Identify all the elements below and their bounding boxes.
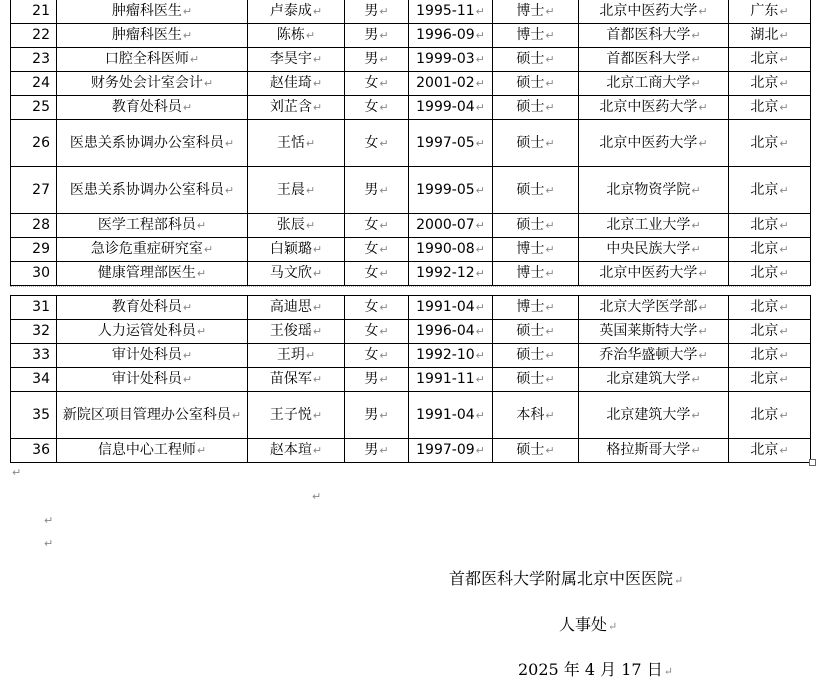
cell-position[interactable]: 新院区项目管理办公室科员↵	[57, 392, 248, 439]
table-row	[11, 214, 811, 238]
cell-school[interactable]: 北京物资学院↵	[579, 167, 729, 214]
cell-position[interactable]: 医患关系协调办公室科员↵	[57, 167, 248, 214]
cell-origin[interactable]: 北京↵	[729, 392, 811, 439]
cell-school[interactable]: 英国莱斯特大学↵	[579, 320, 729, 344]
cell-gender[interactable]: 男↵	[345, 439, 409, 463]
cell-name[interactable]: 张辰↵	[248, 214, 345, 238]
cell-origin[interactable]: 北京↵	[729, 296, 811, 320]
cell-degree[interactable]: 硕士↵	[493, 167, 579, 214]
paragraph-mark: ↵	[44, 537, 54, 550]
cell-degree[interactable]: 硕士↵	[493, 120, 579, 167]
cell-no[interactable]: 31	[11, 296, 57, 320]
cell-origin[interactable]: 广东↵	[729, 0, 811, 24]
cell-birth[interactable]: 2000-07↵	[409, 214, 493, 238]
cell-name[interactable]: 王子悦↵	[248, 392, 345, 439]
cell-degree[interactable]: 博士↵	[493, 296, 579, 320]
cell-name[interactable]: 赵本瑄↵	[248, 439, 345, 463]
cell-name[interactable]: 高迪思↵	[248, 296, 345, 320]
cell-position[interactable]: 审计处科员↵	[57, 368, 248, 392]
cell-position[interactable]: 教育处科员↵	[57, 96, 248, 120]
cell-no[interactable]: 33	[11, 344, 57, 368]
cell-degree[interactable]: 博士↵	[493, 238, 579, 262]
cell-birth[interactable]: 1991-04↵	[409, 296, 493, 320]
paragraph-mark: ↵	[12, 466, 22, 479]
cell-no[interactable]: 30	[11, 262, 57, 286]
cell-origin[interactable]: 北京↵	[729, 48, 811, 72]
cell-name[interactable]: 苗保军↵	[248, 368, 345, 392]
cell-origin[interactable]: 北京↵	[729, 167, 811, 214]
table-row	[11, 24, 811, 48]
cell-school[interactable]: 北京建筑大学↵	[579, 368, 729, 392]
cell-degree[interactable]: 硕士↵	[493, 439, 579, 463]
cell-degree[interactable]: 硕士↵	[493, 48, 579, 72]
cell-gender[interactable]: 男↵	[345, 24, 409, 48]
roster-table-top	[10, 0, 811, 286]
table-row	[11, 439, 811, 463]
cell-origin[interactable]: 北京↵	[729, 344, 811, 368]
cell-no[interactable]: 35	[11, 392, 57, 439]
cell-degree[interactable]: 硕士↵	[493, 368, 579, 392]
cell-school[interactable]: 北京大学医学部↵	[579, 296, 729, 320]
roster-body-top	[11, 0, 811, 286]
table-row	[11, 72, 811, 96]
cell-no[interactable]: 23	[11, 48, 57, 72]
cell-gender[interactable]: 男↵	[345, 48, 409, 72]
cell-school[interactable]: 北京建筑大学↵	[579, 392, 729, 439]
table-row	[11, 96, 811, 120]
cell-position[interactable]: 审计处科员↵	[57, 344, 248, 368]
cell-no[interactable]: 32	[11, 320, 57, 344]
cell-name[interactable]: 刘芷含↵	[248, 96, 345, 120]
table-row	[11, 344, 811, 368]
cell-birth[interactable]: 1992-10↵	[409, 344, 493, 368]
cell-name[interactable]: 王恬↵	[248, 120, 345, 167]
table-row	[11, 120, 811, 167]
cell-position[interactable]: 人力运管处科员↵	[57, 320, 248, 344]
cell-name[interactable]: 马文欣↵	[248, 262, 345, 286]
cell-name[interactable]: 赵佳琦↵	[248, 72, 345, 96]
cell-origin[interactable]: 北京↵	[729, 72, 811, 96]
cell-birth[interactable]: 1991-11↵	[409, 368, 493, 392]
signature-institution: 首都医科大学附属北京中医医院↵	[449, 569, 684, 588]
cell-name[interactable]: 卢泰成↵	[248, 0, 345, 24]
cell-gender[interactable]: 女↵	[345, 96, 409, 120]
cell-birth[interactable]: 1999-05↵	[409, 167, 493, 214]
cell-position[interactable]: 肿瘤科医生↵	[57, 24, 248, 48]
cell-degree[interactable]: 博士↵	[493, 24, 579, 48]
cell-school[interactable]: 北京工商大学↵	[579, 72, 729, 96]
cell-origin[interactable]: 北京↵	[729, 320, 811, 344]
cell-origin[interactable]: 北京↵	[729, 262, 811, 286]
signature-department: 人事处↵	[559, 615, 618, 634]
cell-birth[interactable]: 1997-05↵	[409, 120, 493, 167]
cell-gender[interactable]: 男↵	[345, 0, 409, 24]
page-break-line	[10, 286, 810, 287]
cell-school[interactable]: 北京中医药大学↵	[579, 0, 729, 24]
table-row	[11, 368, 811, 392]
cell-birth[interactable]: 1992-12↵	[409, 262, 493, 286]
cell-degree[interactable]: 硕士↵	[493, 344, 579, 368]
cell-origin[interactable]: 北京↵	[729, 214, 811, 238]
signature-date: 2025 年 4 月 17 日↵	[518, 660, 673, 679]
cell-no[interactable]: 27	[11, 167, 57, 214]
cell-position[interactable]: 医学工程部科员↵	[57, 214, 248, 238]
cell-gender[interactable]: 女↵	[345, 214, 409, 238]
table-resize-handle[interactable]	[809, 459, 816, 466]
cell-degree[interactable]: 硕士↵	[493, 214, 579, 238]
cell-birth[interactable]: 1997-09↵	[409, 439, 493, 463]
cell-no[interactable]: 26	[11, 120, 57, 167]
cell-origin[interactable]: 北京↵	[729, 96, 811, 120]
cell-birth[interactable]: 1995-11↵	[409, 0, 493, 24]
cell-position[interactable]: 急诊危重症研究室↵	[57, 238, 248, 262]
cell-position[interactable]: 健康管理部医生↵	[57, 262, 248, 286]
cell-degree[interactable]: 硕士↵	[493, 72, 579, 96]
cell-degree[interactable]: 博士↵	[493, 0, 579, 24]
cell-name[interactable]: 李昊宇↵	[248, 48, 345, 72]
cell-position[interactable]: 教育处科员↵	[57, 296, 248, 320]
cell-name[interactable]: 王晨↵	[248, 167, 345, 214]
cell-origin[interactable]: 北京↵	[729, 368, 811, 392]
cell-origin[interactable]: 北京↵	[729, 439, 811, 463]
cell-position[interactable]: 口腔全科医师↵	[57, 48, 248, 72]
table-row	[11, 296, 811, 320]
cell-birth[interactable]: 1996-04↵	[409, 320, 493, 344]
roster-body-bottom	[11, 296, 811, 463]
cell-no[interactable]: 34	[11, 368, 57, 392]
cell-gender[interactable]: 女↵	[345, 120, 409, 167]
table-row	[11, 392, 811, 439]
table-row	[11, 167, 811, 214]
cell-position[interactable]: 医患关系协调办公室科员↵	[57, 120, 248, 167]
cell-school[interactable]: 北京工业大学↵	[579, 214, 729, 238]
cell-school[interactable]: 乔治华盛顿大学↵	[579, 344, 729, 368]
cell-no[interactable]: 25	[11, 96, 57, 120]
cell-school[interactable]: 北京中医药大学↵	[579, 96, 729, 120]
table-row	[11, 0, 811, 24]
cell-gender[interactable]: 男↵	[345, 167, 409, 214]
cell-school[interactable]: 首都医科大学↵	[579, 24, 729, 48]
cell-no[interactable]: 28	[11, 214, 57, 238]
cell-degree[interactable]: 博士↵	[493, 262, 579, 286]
cell-birth[interactable]: 1999-04↵	[409, 96, 493, 120]
paragraph-mark: ↵	[312, 490, 322, 503]
table-row	[11, 262, 811, 286]
cell-position[interactable]: 肿瘤科医生↵	[57, 0, 248, 24]
cell-school[interactable]: 格拉斯哥大学↵	[579, 439, 729, 463]
cell-gender[interactable]: 女↵	[345, 262, 409, 286]
cell-birth[interactable]: 2001-02↵	[409, 72, 493, 96]
cell-school[interactable]: 首都医科大学↵	[579, 48, 729, 72]
cell-no[interactable]: 24	[11, 72, 57, 96]
cell-degree[interactable]: 本科↵	[493, 392, 579, 439]
cell-origin[interactable]: 北京↵	[729, 120, 811, 167]
cell-no[interactable]: 36	[11, 439, 57, 463]
cell-degree[interactable]: 硕士↵	[493, 96, 579, 120]
cell-no[interactable]: 29	[11, 238, 57, 262]
cell-gender[interactable]: 女↵	[345, 344, 409, 368]
cell-school[interactable]: 中央民族大学↵	[579, 238, 729, 262]
cell-birth[interactable]: 1990-08↵	[409, 238, 493, 262]
table-row	[11, 238, 811, 262]
cell-name[interactable]: 王俊瑶↵	[248, 320, 345, 344]
cell-gender[interactable]: 男↵	[345, 392, 409, 439]
cell-no[interactable]: 21	[11, 0, 57, 24]
table-row	[11, 48, 811, 72]
cell-gender[interactable]: 女↵	[345, 72, 409, 96]
cell-birth[interactable]: 1996-09↵	[409, 24, 493, 48]
roster-table-bottom	[10, 295, 811, 463]
cell-name[interactable]: 陈栋↵	[248, 24, 345, 48]
cell-school[interactable]: 北京中医药大学↵	[579, 262, 729, 286]
cell-school[interactable]: 北京中医药大学↵	[579, 120, 729, 167]
cell-name[interactable]: 白颖璐↵	[248, 238, 345, 262]
cell-gender[interactable]: 男↵	[345, 368, 409, 392]
cell-origin[interactable]: 湖北↵	[729, 24, 811, 48]
cell-gender[interactable]: 女↵	[345, 238, 409, 262]
cell-position[interactable]: 信息中心工程师↵	[57, 439, 248, 463]
cell-position[interactable]: 财务处会计室会计↵	[57, 72, 248, 96]
paragraph-mark: ↵	[44, 514, 54, 527]
cell-no[interactable]: 22	[11, 24, 57, 48]
cell-gender[interactable]: 女↵	[345, 296, 409, 320]
cell-name[interactable]: 王玥↵	[248, 344, 345, 368]
cell-birth[interactable]: 1991-04↵	[409, 392, 493, 439]
cell-degree[interactable]: 硕士↵	[493, 320, 579, 344]
cell-gender[interactable]: 女↵	[345, 320, 409, 344]
table-row	[11, 320, 811, 344]
cell-birth[interactable]: 1999-03↵	[409, 48, 493, 72]
cell-origin[interactable]: 北京↵	[729, 238, 811, 262]
